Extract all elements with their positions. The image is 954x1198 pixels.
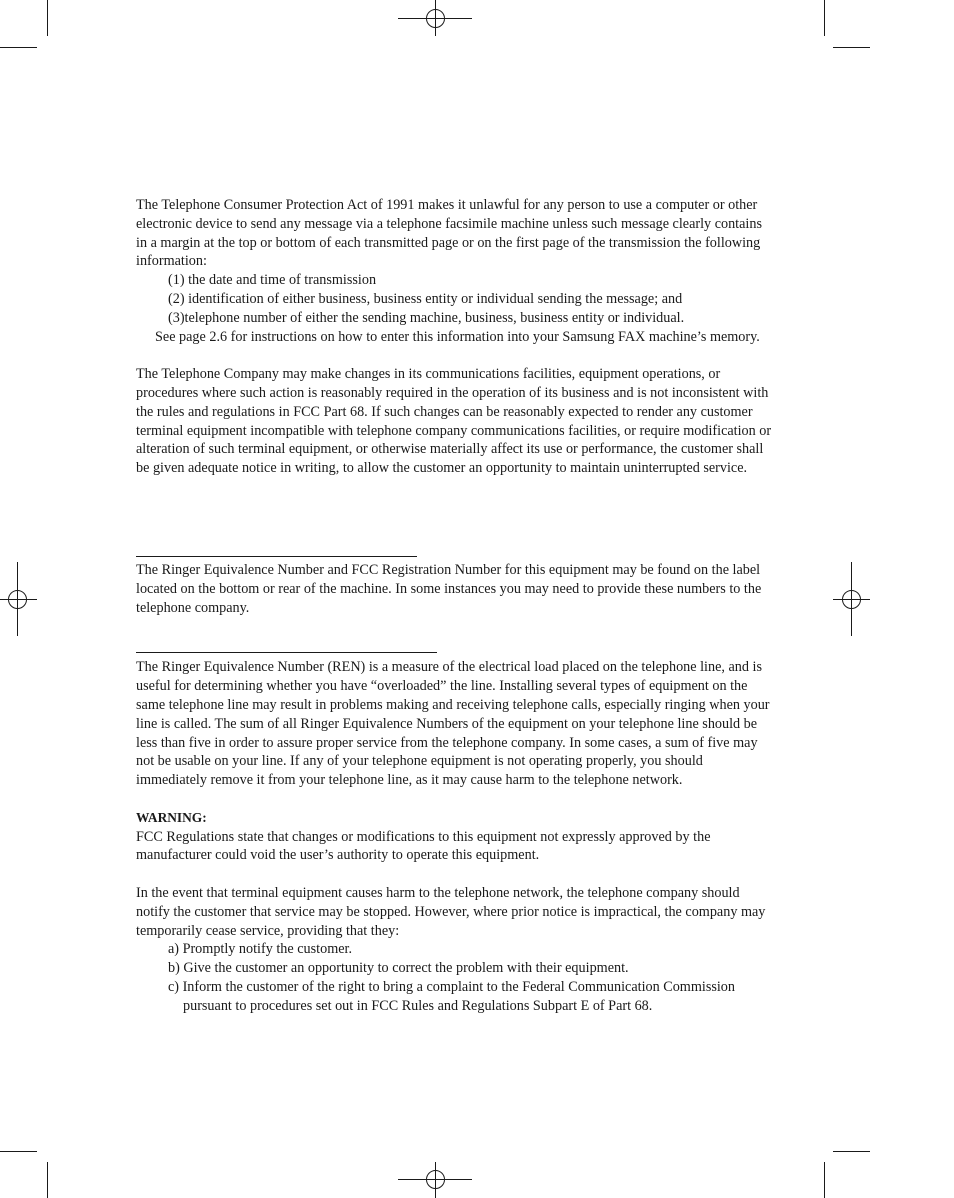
ren-paragraph: The Ringer Equivalence Number (REN) is a measure of the electrical load placed on the telephone line, and is useful for determining whether you have “overloaded” the line. Installing several types of equipment on the same telephone line may result in problems making and receiving telephone calls, especially ringing when your line is called. The sum of all Ringer Equivalence Numbers of the equipment on your telephone line should be less than five in order to assure proper service from the telephone company. In some cases, a sum of five may not be usable on your line. If any of your telephone equipment is not operating properly, you should immediately remove it from your telephone line, as it may cause harm to the telephone network. bbox=[136, 659, 770, 789]
tcpa-item-3: (3)telephone number of either the sending machine, business, business entity or individual. bbox=[168, 309, 685, 326]
crop-mark-top-right bbox=[825, 0, 871, 48]
harm-paragraph: In the event that terminal equipment causes harm to the telephone network, the telephone company should notify the customer that service may be stopped. However, where prior notice is impractical, the company may temporarily cease service, providing that they: bbox=[136, 884, 766, 939]
spacer bbox=[136, 790, 776, 809]
section-rule bbox=[136, 652, 437, 653]
tcpa-item-2: (2) identification of either business, business entity or individual sending the message; and bbox=[168, 290, 683, 307]
spacer bbox=[136, 346, 776, 365]
document-body bbox=[136, 196, 776, 1015]
spacer bbox=[136, 865, 776, 884]
registration-mark-right bbox=[833, 562, 870, 636]
harm-item-a: a) Promptly notify the customer. bbox=[168, 941, 353, 958]
tcpa-paragraph: The Telephone Consumer Protection Act of 1991 makes it unlawful for any person to use a computer or other electronic device to send any message via a telephone facsimile machine unless such message clearly contains in a margin at the top or bottom of each transmitted page or on the first page of the transmission the following information: bbox=[136, 197, 762, 270]
registration-number-paragraph: The Ringer Equivalence Number and FCC Registration Number for this equipment may be found on the label located on the bottom or rear of the machine. In some instances you may need to provide these numbers to the telephone company. bbox=[136, 561, 762, 616]
telco-changes-paragraph: The Telephone Company may make changes in its communications facilities, equipment operations, or procedures where such action is reasonably required in the operation of its business and is not inconsistent with the rules and regulations in FCC Part 68. If such changes can be reasonably expected to render any customer terminal equipment incompatible with telephone company communications facilities, or require modification or alteration of such terminal equipment, or otherwise materially affect its use or performance, the customer shall be given adequate notice in writing, to allow the customer an opportunity to maintain uninterrupted service. bbox=[136, 366, 772, 477]
crop-mark-top-left bbox=[0, 0, 48, 48]
crop-mark-bottom-left bbox=[0, 1152, 48, 1198]
section-rule bbox=[136, 556, 417, 557]
harm-item-b: b) Give the customer an opportunity to correct the problem with their equipment. bbox=[168, 960, 629, 977]
registration-mark-left bbox=[0, 562, 37, 636]
warning-text: FCC Regulations state that changes or modifications to this equipment not expressly approved by the manufacturer could void the user’s authority to operate this equipment. bbox=[136, 828, 711, 864]
registration-mark-top bbox=[398, 0, 472, 36]
tcpa-item-1: (1) the date and time of transmission bbox=[168, 272, 377, 289]
warning-label: WARNING: bbox=[136, 809, 207, 825]
see-page-note: See page 2.6 for instructions on how to enter this information into your Samsung FAX machine’s memory. bbox=[155, 328, 760, 345]
crop-mark-bottom-right bbox=[825, 1152, 871, 1198]
harm-item-c: c) Inform the customer of the right to bring a complaint to the Federal Communication Commission pursuant to procedures set out in FCC Rules and Regulations Subpart E of Part 68. bbox=[168, 978, 735, 1014]
registration-mark-bottom bbox=[398, 1162, 472, 1198]
